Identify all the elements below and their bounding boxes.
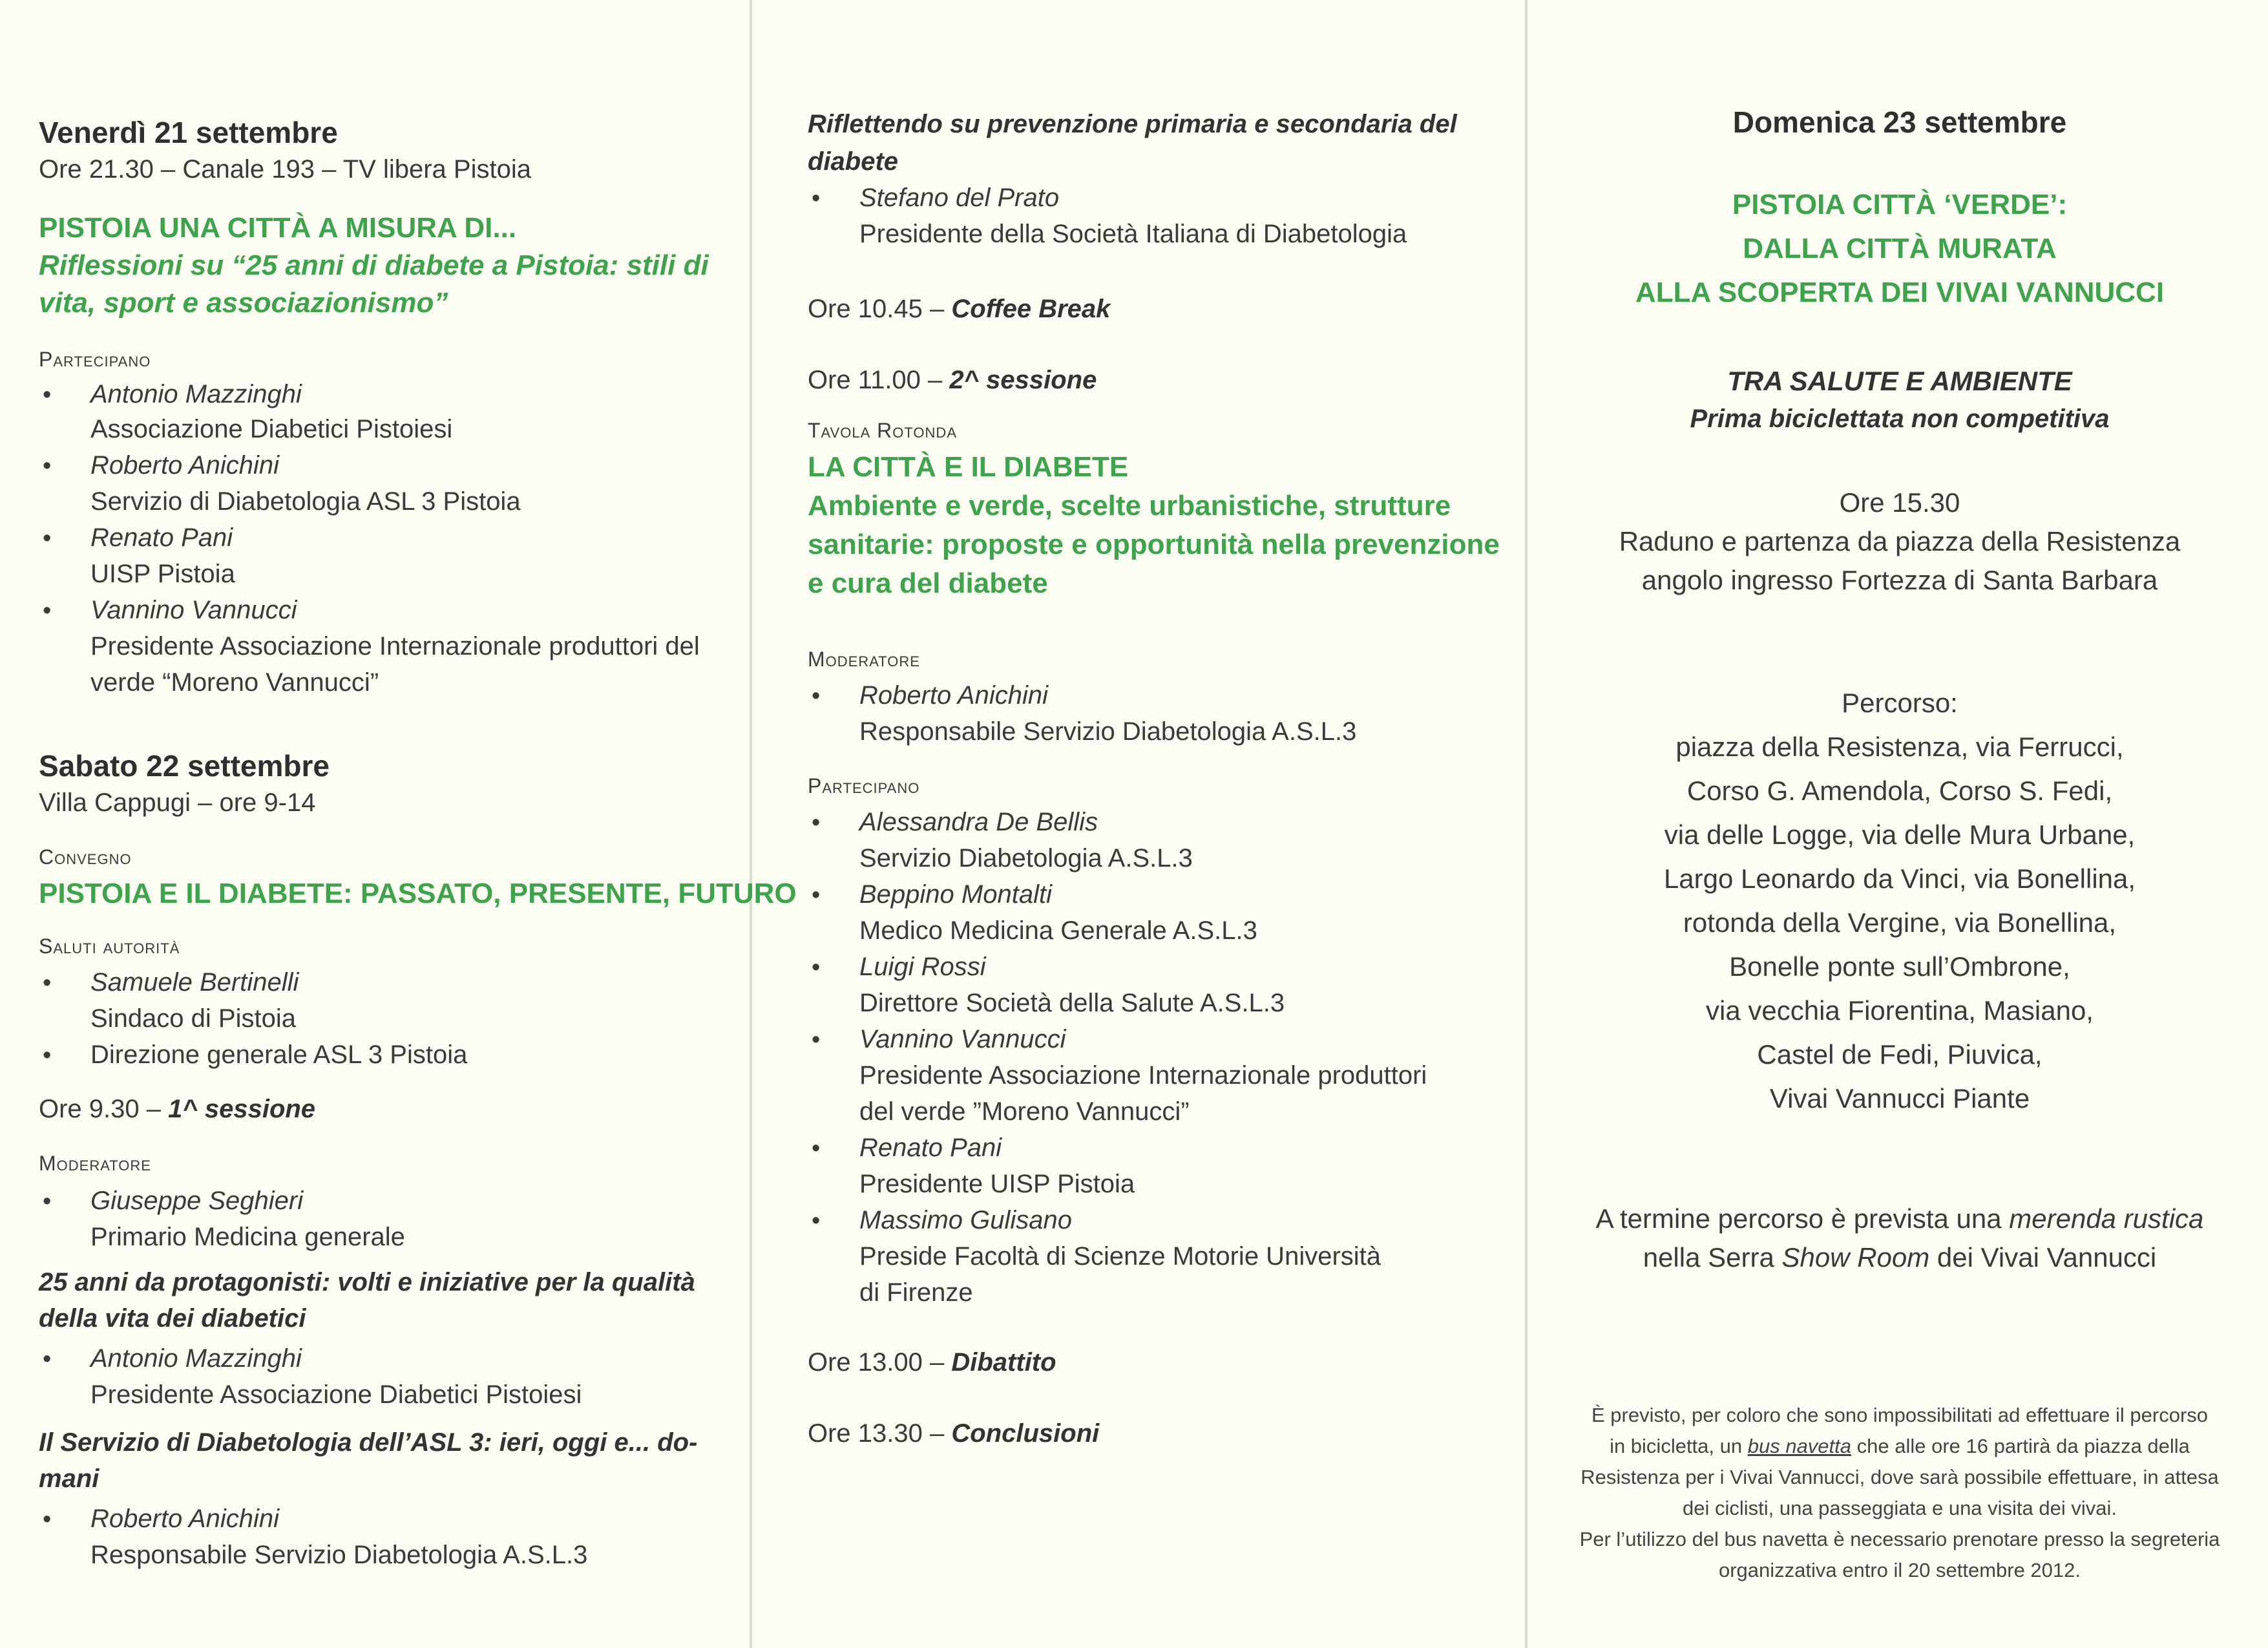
tavola-title: LA CITTÀ E IL DIABETE	[808, 451, 1129, 483]
note-2c: che alle ore 16 partirà da piazza della	[1851, 1435, 2190, 1457]
left-panel	[39, 0, 797, 1648]
note-1: È previsto, per coloro che sono impossibilitati ad effettuare il percorso	[1591, 1404, 2209, 1426]
participant-name: Renato Pani	[90, 523, 233, 552]
note-2a: in bicicletta, un	[1610, 1435, 1748, 1457]
bullet-icon: •	[812, 1135, 821, 1162]
saluti-name: Samuele Bertinelli	[90, 968, 299, 997]
termine-2c: dei Vivai Vannucci	[1929, 1242, 2157, 1273]
start-time: Ore 15.30	[1839, 487, 1960, 518]
bullet-icon: •	[43, 1188, 52, 1215]
talk2-speaker-name: Roberto Anichini	[90, 1505, 280, 1533]
bullet-icon: •	[812, 1026, 821, 1053]
participant-name: Vannino Vannucci	[90, 596, 297, 624]
percorso-item: Bonelle ponte sull’Ombrone,	[1729, 951, 2070, 982]
bullet-icon: •	[812, 1207, 821, 1234]
right-panel	[1564, 0, 2236, 1648]
talk1-title-1: 25 anni da protagonisti: volti e iniziative per la qualità	[39, 1268, 695, 1296]
dibattito-time: Ore 13.00 –	[808, 1348, 952, 1377]
bullet-icon: •	[812, 809, 821, 836]
day3-title: Domenica 23 settembre	[1732, 105, 2067, 139]
dibattito-label: Dibattito	[951, 1348, 1056, 1377]
partecipano-label: Partecipano	[808, 774, 920, 798]
percorso-item: Vivai Vannucci Piante	[1769, 1083, 2030, 1114]
termine-2b: Show Room	[1781, 1242, 1930, 1273]
partecipano-label: Partecipano	[39, 348, 151, 371]
note-line-2	[1564, 1435, 2236, 1458]
bullet-icon: •	[43, 525, 52, 552]
session1-time: Ore 9.30 –	[39, 1095, 169, 1123]
participant-name: Vannino Vannucci	[859, 1025, 1066, 1053]
talk2-title-2: mani	[39, 1464, 100, 1493]
participant-role-2: verde “Moreno Vannucci”	[90, 668, 379, 697]
tavola-sub-2: sanitarie: proposte e opportunità nella prevenzione	[808, 529, 1500, 560]
talk3-title-1: Riflettendo su prevenzione primaria e secondaria del	[808, 110, 1457, 138]
raduno-2: angolo ingresso Fortezza di Santa Barbara	[1641, 565, 2158, 595]
participant-role: Presidente Associazione Internazionale produttori del	[90, 632, 700, 660]
day1-subtitle-2: vita, sport e associazionismo”	[39, 287, 448, 319]
tavola-sub-1: Ambiente e verde, scelte urbanistiche, strutture	[808, 490, 1451, 522]
participant-name: Luigi Rossi	[859, 953, 986, 981]
participant-name: Massimo Gulisano	[859, 1206, 1073, 1234]
session2-label: 2^ sessione	[949, 366, 1097, 394]
moderatore-name: Roberto Anichini	[859, 681, 1049, 710]
percorso-item: Corso G. Amendola, Corso S. Fedi,	[1686, 776, 2113, 806]
day2-title: Sabato 22 settembre	[39, 749, 330, 783]
day1-time: Ore 21.30 – Canale 193 – TV libera Pistoia	[39, 155, 531, 184]
moderatore-role: Responsabile Servizio Diabetologia A.S.L.3	[859, 717, 1357, 746]
bullet-icon: •	[43, 597, 52, 624]
participant-role: Servizio di Diabetologia ASL 3 Pistoia	[90, 487, 521, 516]
moderatore-role: Primario Medicina generale	[90, 1223, 405, 1251]
tavola-sub-3: e cura del diabete	[808, 567, 1048, 599]
participant-role: UISP Pistoia	[90, 560, 235, 588]
percorso-item: Castel de Fedi, Piuvica,	[1757, 1039, 2042, 1070]
convegno-title: PISTOIA E IL DIABETE: PASSATO, PRESENTE, FUTURO	[39, 878, 797, 909]
talk3-speaker-name: Stefano del Prato	[859, 184, 1060, 212]
participant-name: Roberto Anichini	[90, 451, 280, 480]
talk3-speaker-role: Presidente della Società Italiana di Diabetologia	[859, 220, 1407, 248]
tra-line	[1564, 366, 2236, 397]
tavola-label: Tavola Rotonda	[808, 419, 957, 442]
heading-2: DALLA CITTÀ MURATA	[1743, 233, 2057, 264]
bullet-icon: •	[812, 682, 821, 710]
participant-name: Beppino Montalti	[859, 880, 1052, 909]
day2-place: Villa Cappugi – ore 9-14	[39, 788, 316, 817]
coffee-time: Ore 10.45 –	[808, 295, 952, 323]
percorso-item: via delle Logge, via delle Mura Urbane,	[1664, 819, 2136, 850]
saluti-name: Direzione generale ASL 3 Pistoia	[90, 1041, 468, 1069]
termine-line-1	[1564, 1203, 2236, 1234]
session2-time: Ore 11.00 –	[808, 366, 950, 394]
bullet-icon: •	[43, 1042, 52, 1069]
tra-title: SALUTE E AMBIENTE	[1789, 366, 2072, 396]
termine-1a: A termine percorso è prevista una	[1595, 1203, 2010, 1234]
raduno-1: Raduno e partenza da piazza della Resistenza	[1619, 526, 2181, 556]
day1-heading: PISTOIA UNA CITTÀ A MISURA DI...	[39, 212, 517, 244]
session2-line	[808, 366, 1097, 395]
participant-role-2: del verde ”Moreno Vannucci”	[859, 1097, 1190, 1126]
moderatore-label: Moderatore	[808, 648, 920, 671]
participant-role: Presidente UISP Pistoia	[859, 1170, 1135, 1198]
percorso-item: rotonda della Vergine, via Bonellina,	[1683, 907, 2117, 938]
convegno-label: Convegno	[39, 845, 132, 869]
talk1-speaker-name: Antonio Mazzinghi	[90, 1344, 302, 1373]
termine-2a: nella Serra	[1643, 1242, 1782, 1273]
fold-line-2	[1525, 0, 1528, 1648]
saluti-role: Sindaco di Pistoia	[90, 1004, 296, 1033]
participant-name: Renato Pani	[859, 1134, 1002, 1162]
tra-word: TRA	[1727, 366, 1790, 396]
conclusioni-line	[808, 1419, 1099, 1448]
conclusioni-label: Conclusioni	[951, 1419, 1100, 1448]
participant-role: Servizio Diabetologia A.S.L.3	[859, 844, 1193, 872]
participant-role: Associazione Diabetici Pistoiesi	[90, 415, 453, 443]
termine-line-2	[1564, 1242, 2236, 1273]
note-6: organizzativa entro il 20 settembre 2012.	[1718, 1559, 2081, 1581]
participant-role-2: di Firenze	[859, 1278, 973, 1307]
participant-name: Alessandra De Bellis	[859, 808, 1098, 836]
percorso-item: via vecchia Fiorentina, Masiano,	[1706, 995, 2094, 1026]
prima-biciclettata: Prima biciclettata non competitiva	[1690, 405, 2110, 433]
day1-title: Venerdì 21 settembre	[39, 116, 338, 149]
participant-name: Antonio Mazzinghi	[90, 380, 302, 408]
fold-line-1	[750, 0, 752, 1648]
talk2-speaker-role: Responsabile Servizio Diabetologia A.S.L.3	[90, 1541, 588, 1569]
participant-role: Direttore Società della Salute A.S.L.3	[859, 989, 1285, 1017]
participant-role: Medico Medicina Generale A.S.L.3	[859, 916, 1257, 945]
bullet-icon: •	[43, 969, 52, 997]
termine-1b: merenda rustica	[2009, 1203, 2204, 1234]
moderatore-label: Moderatore	[39, 1152, 151, 1175]
dibattito-line	[808, 1348, 1056, 1377]
middle-panel	[808, 0, 1499, 1648]
percorso-item: Largo Leonardo da Vinci, via Bonellina,	[1663, 863, 2136, 894]
note-2b: bus navetta	[1747, 1435, 1852, 1457]
percorso-label: Percorso:	[1842, 688, 1958, 718]
bullet-icon: •	[812, 185, 821, 212]
note-4: dei ciclisti, una passeggiata e una visita dei vivai.	[1682, 1497, 2117, 1519]
day1-subtitle-1: Riflessioni su “25 anni di diabete a Pistoia: stili di	[39, 249, 709, 281]
talk3-title-2: diabete	[808, 147, 899, 176]
note-5: Per l’utilizzo del bus navetta è necessario prenotare presso la segreteria	[1579, 1528, 2220, 1550]
talk1-speaker-role: Presidente Associazione Diabetici Pistoiesi	[90, 1380, 582, 1409]
participant-role: Presidente Associazione Internazionale produttori	[859, 1061, 1427, 1090]
note-3: Resistenza per i Vivai Vannucci, dove sarà possibile effettuare, in attesa	[1580, 1466, 2219, 1488]
bullet-icon: •	[812, 954, 821, 981]
heading-1: PISTOIA CITTÀ ‘VERDE’:	[1732, 189, 2068, 220]
participant-role: Preside Facoltà di Scienze Motorie Università	[859, 1242, 1381, 1271]
bullet-icon: •	[43, 381, 52, 408]
bullet-icon: •	[812, 882, 821, 909]
conclusioni-time: Ore 13.30 –	[808, 1419, 952, 1448]
bullet-icon: •	[43, 1506, 52, 1533]
heading-3: ALLA SCOPERTA DEI VIVAI VANNUCCI	[1635, 277, 2165, 308]
bullet-icon: •	[43, 452, 52, 480]
coffee-label: Coffee Break	[951, 295, 1111, 323]
session1-label: 1^ sessione	[168, 1095, 316, 1123]
percorso-item: piazza della Resistenza, via Ferrucci,	[1675, 732, 2124, 762]
moderatore-name: Giuseppe Seghieri	[90, 1187, 304, 1215]
coffee-line	[808, 295, 1110, 324]
saluti-label: Saluti autorità	[39, 935, 180, 958]
session1-line	[39, 1095, 315, 1124]
talk1-title-2: della vita dei diabetici	[39, 1304, 306, 1333]
talk2-title-1: Il Servizio di Diabetologia dell’ASL 3: ieri, oggi e... do-	[39, 1428, 698, 1457]
bullet-icon: •	[43, 1346, 52, 1373]
